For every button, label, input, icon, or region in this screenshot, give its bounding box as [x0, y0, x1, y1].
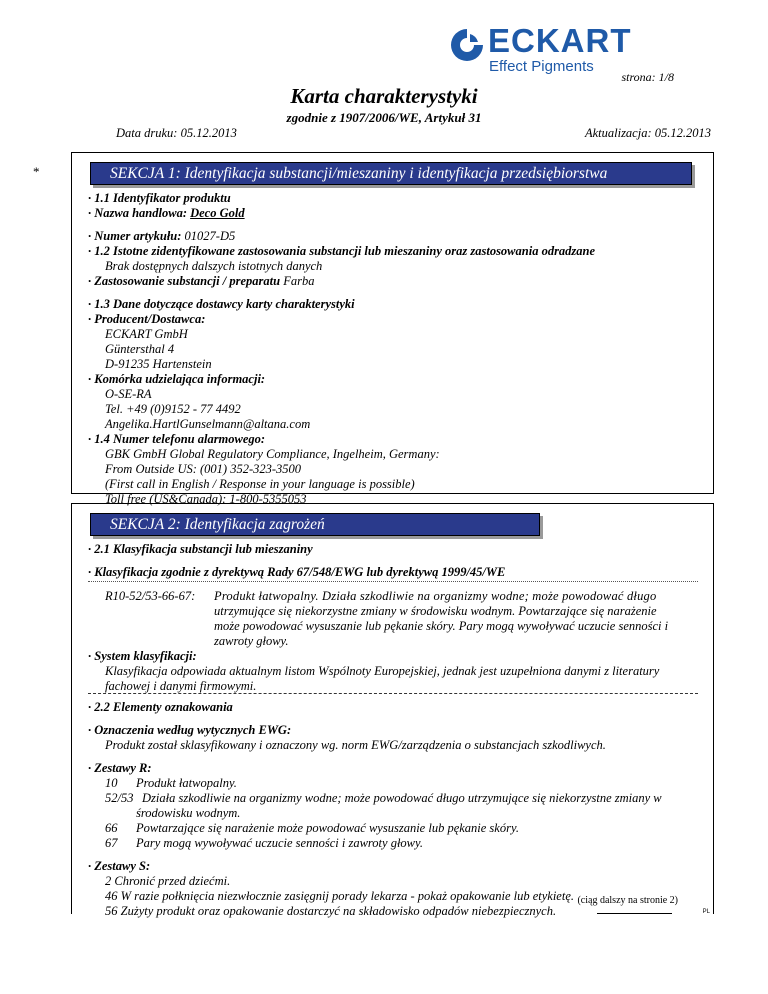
- info-label: · Komórka udzielająca informacji:: [88, 372, 266, 386]
- info-line: O-SE-RA: [105, 387, 152, 401]
- elements-label: · 2.2 Elementy oznakowania: [88, 700, 233, 714]
- system-line: fachowej i danymi firmowymi.: [105, 679, 257, 693]
- system-label: · System klasyfikacji:: [88, 649, 197, 663]
- ewg-label: · Oznaczenia według wytycznych EWG:: [88, 723, 292, 737]
- dates-row: [116, 126, 711, 141]
- document-subtitle: zgodnie z 1907/2006/WE, Artykuł 31: [286, 110, 482, 125]
- trade-name-row: · Nazwa handlowa: Deco Gold: [88, 206, 245, 220]
- info-line: Tel. +49 (0)9152 - 77 4492: [105, 402, 241, 416]
- producer-line: D-91235 Hartenstein: [105, 357, 212, 371]
- emergency-line: GBK GmbH Global Regulatory Compliance, Ingelheim, Germany:: [105, 447, 440, 461]
- logo-brand: ECKART: [488, 22, 632, 59]
- language-code: PL: [702, 909, 710, 915]
- page-number: strona: 1/8: [621, 70, 674, 84]
- r-text-line: utrzymujące się niekorzystne zmiany w środowisku wodnym. Powtarzające się narażenie: [214, 604, 657, 618]
- r-set-code: 66: [105, 821, 118, 835]
- r-set-text: Produkt łatwopalny.: [136, 776, 237, 790]
- logo-tagline: Effect Pigments: [489, 58, 594, 75]
- s-set-line: 56 Zużyty produkt oraz opakowanie dostarczyć na składowisko odpadów niebezpiecznych.: [105, 904, 557, 918]
- r-text-line: Produkt łatwopalny. Działa szkodliwie na organizmy wodne; może powodować długo: [214, 589, 657, 603]
- application-row: · Zastosowanie substancji / preparatu Farba: [88, 274, 315, 288]
- section-1-header: SEKCJA 1: Identyfikacja substancji/mieszaniny i identyfikacja przedsiębiorstwa: [90, 162, 692, 185]
- directive-label: · Klasyfikacja zgodnie z dyrektywą Rady 67/548/EWG lub dyrektywą 1999/45/WE: [88, 565, 506, 579]
- s-set-line: 2 Chronić przed dziećmi.: [105, 874, 231, 888]
- r-text-line: może powodować wysuszanie lub pękanie skóry. Pary mogą wywoływać uczucie senności i: [214, 619, 669, 633]
- product-identifier-label: · 1.1 Identyfikator produktu: [88, 191, 231, 205]
- r-text-line: zawroty głowy.: [214, 634, 289, 648]
- classification-label: · 2.1 Klasyfikacja substancji lub mieszaniny: [88, 542, 313, 556]
- emergency-line: From Outside US: (001) 352-323-3500: [105, 462, 302, 476]
- r-set-code: 10: [105, 776, 118, 790]
- print-date: Data druku: 05.12.2013: [116, 126, 237, 140]
- ewg-value: Produkt został sklasyfikowany i oznaczony wg. norm EWG/zarządzenia o substancjach szkodliwych.: [105, 738, 606, 752]
- r-sets-label: · Zestawy R:: [88, 761, 152, 775]
- s-set-line: 46 W razie połknięcia niezwłocznie zasięgnij porady lekarza - pokaż opakowanie lub etykietę.: [105, 889, 575, 903]
- producer-line: ECKART GmbH: [105, 327, 188, 341]
- uses-label: · 1.2 Istotne zidentyfikowane zastosowania substancji lub mieszaniny oraz zastosowania odradzane: [88, 244, 596, 258]
- supplier-label: · 1.3 Dane dotyczące dostawcy karty charakterystyki: [88, 297, 355, 311]
- trade-name-value: Deco Gold: [190, 206, 245, 220]
- emergency-label: · 1.4 Numer telefonu alarmowego:: [88, 432, 266, 446]
- r-set-code: 67: [105, 836, 118, 850]
- article-number-row: · Numer artykułu: 01027-D5: [88, 229, 236, 243]
- update-date: Aktualizacja: 05.12.2013: [584, 126, 711, 140]
- r-set-code: 52/53: [105, 791, 134, 805]
- application-value: Farba: [283, 274, 315, 288]
- footer-rule: [597, 913, 672, 914]
- r-set-text: środowisku wodnym.: [136, 806, 241, 820]
- r-set-text: Powtarzające się narażenie może powodować wysuszanie lub pękanie skóry.: [136, 821, 519, 835]
- continued-note: (ciąg dalszy na stronie 2): [577, 895, 678, 906]
- producer-line: Güntersthal 4: [105, 342, 175, 356]
- r-code: R10-52/53-66-67:: [105, 589, 196, 603]
- info-email: Angelika.HartlGunselmann@altana.com: [105, 417, 311, 431]
- emergency-line: (First call in English / Response in your language is possible): [105, 477, 415, 491]
- dotted-divider: [88, 581, 698, 582]
- section-2-header: SEKCJA 2: Identyfikacja zagrożeń: [90, 513, 540, 536]
- eckart-logo-icon: [450, 28, 484, 62]
- emergency-line: Toll free (US&Canada): 1-800-5355053: [105, 492, 307, 506]
- change-marker: *: [33, 164, 40, 179]
- section-1: [71, 152, 714, 506]
- system-line: Klasyfikacja odpowiada aktualnym listom Wspólnoty Europejskiej, jednak jest uzupełniona danymi z literatury: [105, 664, 660, 678]
- r-set-text: Działa szkodliwie na organizmy wodne; może powodować długo utrzymujące się niekorzystne zmiany w: [142, 791, 662, 805]
- s-sets-label: · Zestawy S:: [88, 859, 151, 873]
- uses-value: Brak dostępnych dalszych istotnych danych: [105, 259, 323, 273]
- r-set-text: Pary mogą wywoływać uczucie senności i zawroty głowy.: [136, 836, 423, 850]
- section-2: [71, 503, 714, 918]
- dashed-divider: [88, 693, 698, 694]
- document-title: Karta charakterystyki: [290, 84, 478, 108]
- producer-label: · Producent/Dostawca:: [88, 312, 206, 326]
- article-number-value: 01027-D5: [184, 229, 236, 243]
